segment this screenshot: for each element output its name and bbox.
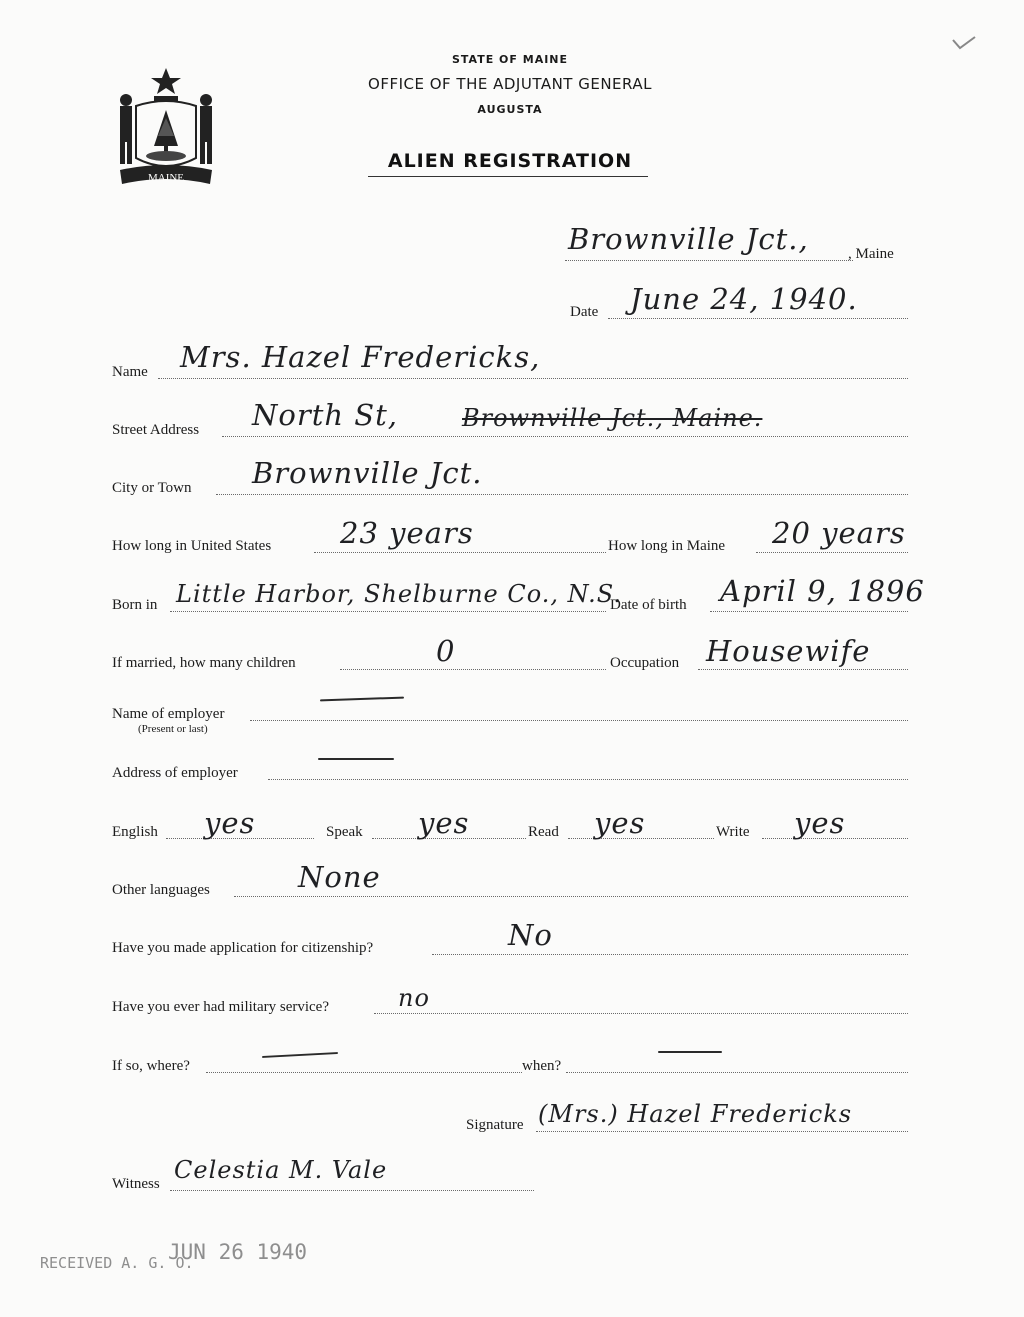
citizenship-line [432, 954, 908, 955]
how-long-maine-label: How long in Maine [608, 538, 726, 554]
received-stamp-prefix: RECEIVED A. G. O. [40, 1254, 194, 1272]
military-service-value: no [398, 984, 430, 1012]
occupation-label: Occupation [610, 655, 680, 671]
form-title: ALIEN REGISTRATION [387, 150, 633, 172]
date-label: Date [570, 304, 599, 320]
employer-address-label: Address of employer [112, 765, 238, 781]
street-address-line [222, 436, 908, 437]
citizenship-label: Have you made application for citizenship? [112, 940, 374, 956]
street-address-label: Street Address [112, 422, 200, 438]
employer-name-dash [320, 697, 404, 702]
received-stamp-date: JUN 26 1940 [168, 1240, 308, 1264]
place-value: Brownville Jct., [568, 222, 809, 256]
name-value: Mrs. Hazel Fredericks, [180, 340, 541, 374]
signature-label: Signature [466, 1117, 524, 1133]
other-languages-value: None [298, 860, 381, 894]
children-label: If married, how many children [112, 655, 296, 671]
children-value: 0 [436, 634, 456, 668]
place-line [565, 260, 853, 261]
speak-value: yes [418, 806, 470, 840]
date-value: June 24, 1940. [630, 282, 858, 316]
read-value: yes [594, 806, 646, 840]
street-address-value: North St, [252, 398, 398, 432]
place-suffix: , Maine [848, 246, 894, 262]
employer-address-line [268, 779, 908, 780]
city-value: Brownville Jct. [252, 456, 483, 490]
if-so-where-dash [262, 1052, 338, 1058]
city-line [216, 494, 908, 495]
when-line [566, 1072, 908, 1073]
how-long-us-line [314, 552, 606, 553]
employer-address-dash [318, 758, 394, 760]
signature-line [536, 1131, 908, 1132]
street-address-struck-value: Brownville Jct., Maine. [462, 404, 763, 432]
military-service-line [374, 1013, 908, 1014]
how-long-us-label: How long in United States [112, 538, 272, 554]
born-in-line [170, 611, 606, 612]
if-so-where-line [206, 1072, 522, 1073]
english-value: yes [204, 806, 256, 840]
header-state: STATE OF MAINE [451, 53, 569, 66]
witness-label: Witness [112, 1176, 160, 1192]
state-seal-icon [114, 66, 218, 192]
occupation-value: Housewife [706, 634, 871, 668]
name-line [158, 378, 908, 379]
city-label: City or Town [112, 480, 192, 496]
speak-label: Speak [326, 824, 363, 840]
english-label: English [112, 824, 158, 840]
occupation-line [698, 669, 908, 670]
svg-text:MAINE: MAINE [147, 172, 185, 184]
date-of-birth-value: April 9, 1896 [720, 574, 925, 608]
date-of-birth-line [710, 611, 908, 612]
signature-value: (Mrs.) Hazel Fredericks [538, 1100, 853, 1128]
header-office: OFFICE OF THE ADJUTANT GENERAL [368, 75, 652, 93]
witness-value: Celestia M. Vale [174, 1156, 388, 1184]
if-so-where-label: If so, where? [112, 1058, 190, 1074]
title-underline [368, 176, 648, 177]
employer-name-line [250, 720, 908, 721]
header-city: AUGUSTA [477, 103, 543, 116]
write-label: Write [716, 824, 750, 840]
check-mark-icon [952, 36, 976, 50]
when-dash [658, 1051, 722, 1053]
employer-name-label: Name of employer [112, 706, 225, 722]
how-long-maine-line [756, 552, 908, 553]
date-line [608, 318, 908, 319]
military-service-label: Have you ever had military service? [112, 999, 329, 1015]
witness-line [170, 1190, 534, 1191]
other-languages-line [234, 896, 908, 897]
children-line [340, 669, 606, 670]
other-languages-label: Other languages [112, 882, 210, 898]
employer-name-sublabel: (Present or last) [138, 723, 208, 735]
date-of-birth-label: Date of birth [610, 597, 687, 613]
when-label: when? [522, 1058, 562, 1074]
write-value: yes [794, 806, 846, 840]
how-long-us-value: 23 years [340, 516, 474, 550]
read-label: Read [528, 824, 559, 840]
born-in-value: Little Harbor, Shelburne Co., N.S. [176, 580, 622, 608]
name-label: Name [112, 364, 148, 380]
citizenship-value: No [508, 918, 553, 952]
how-long-maine-value: 20 years [772, 516, 906, 550]
born-in-label: Born in [112, 597, 158, 613]
